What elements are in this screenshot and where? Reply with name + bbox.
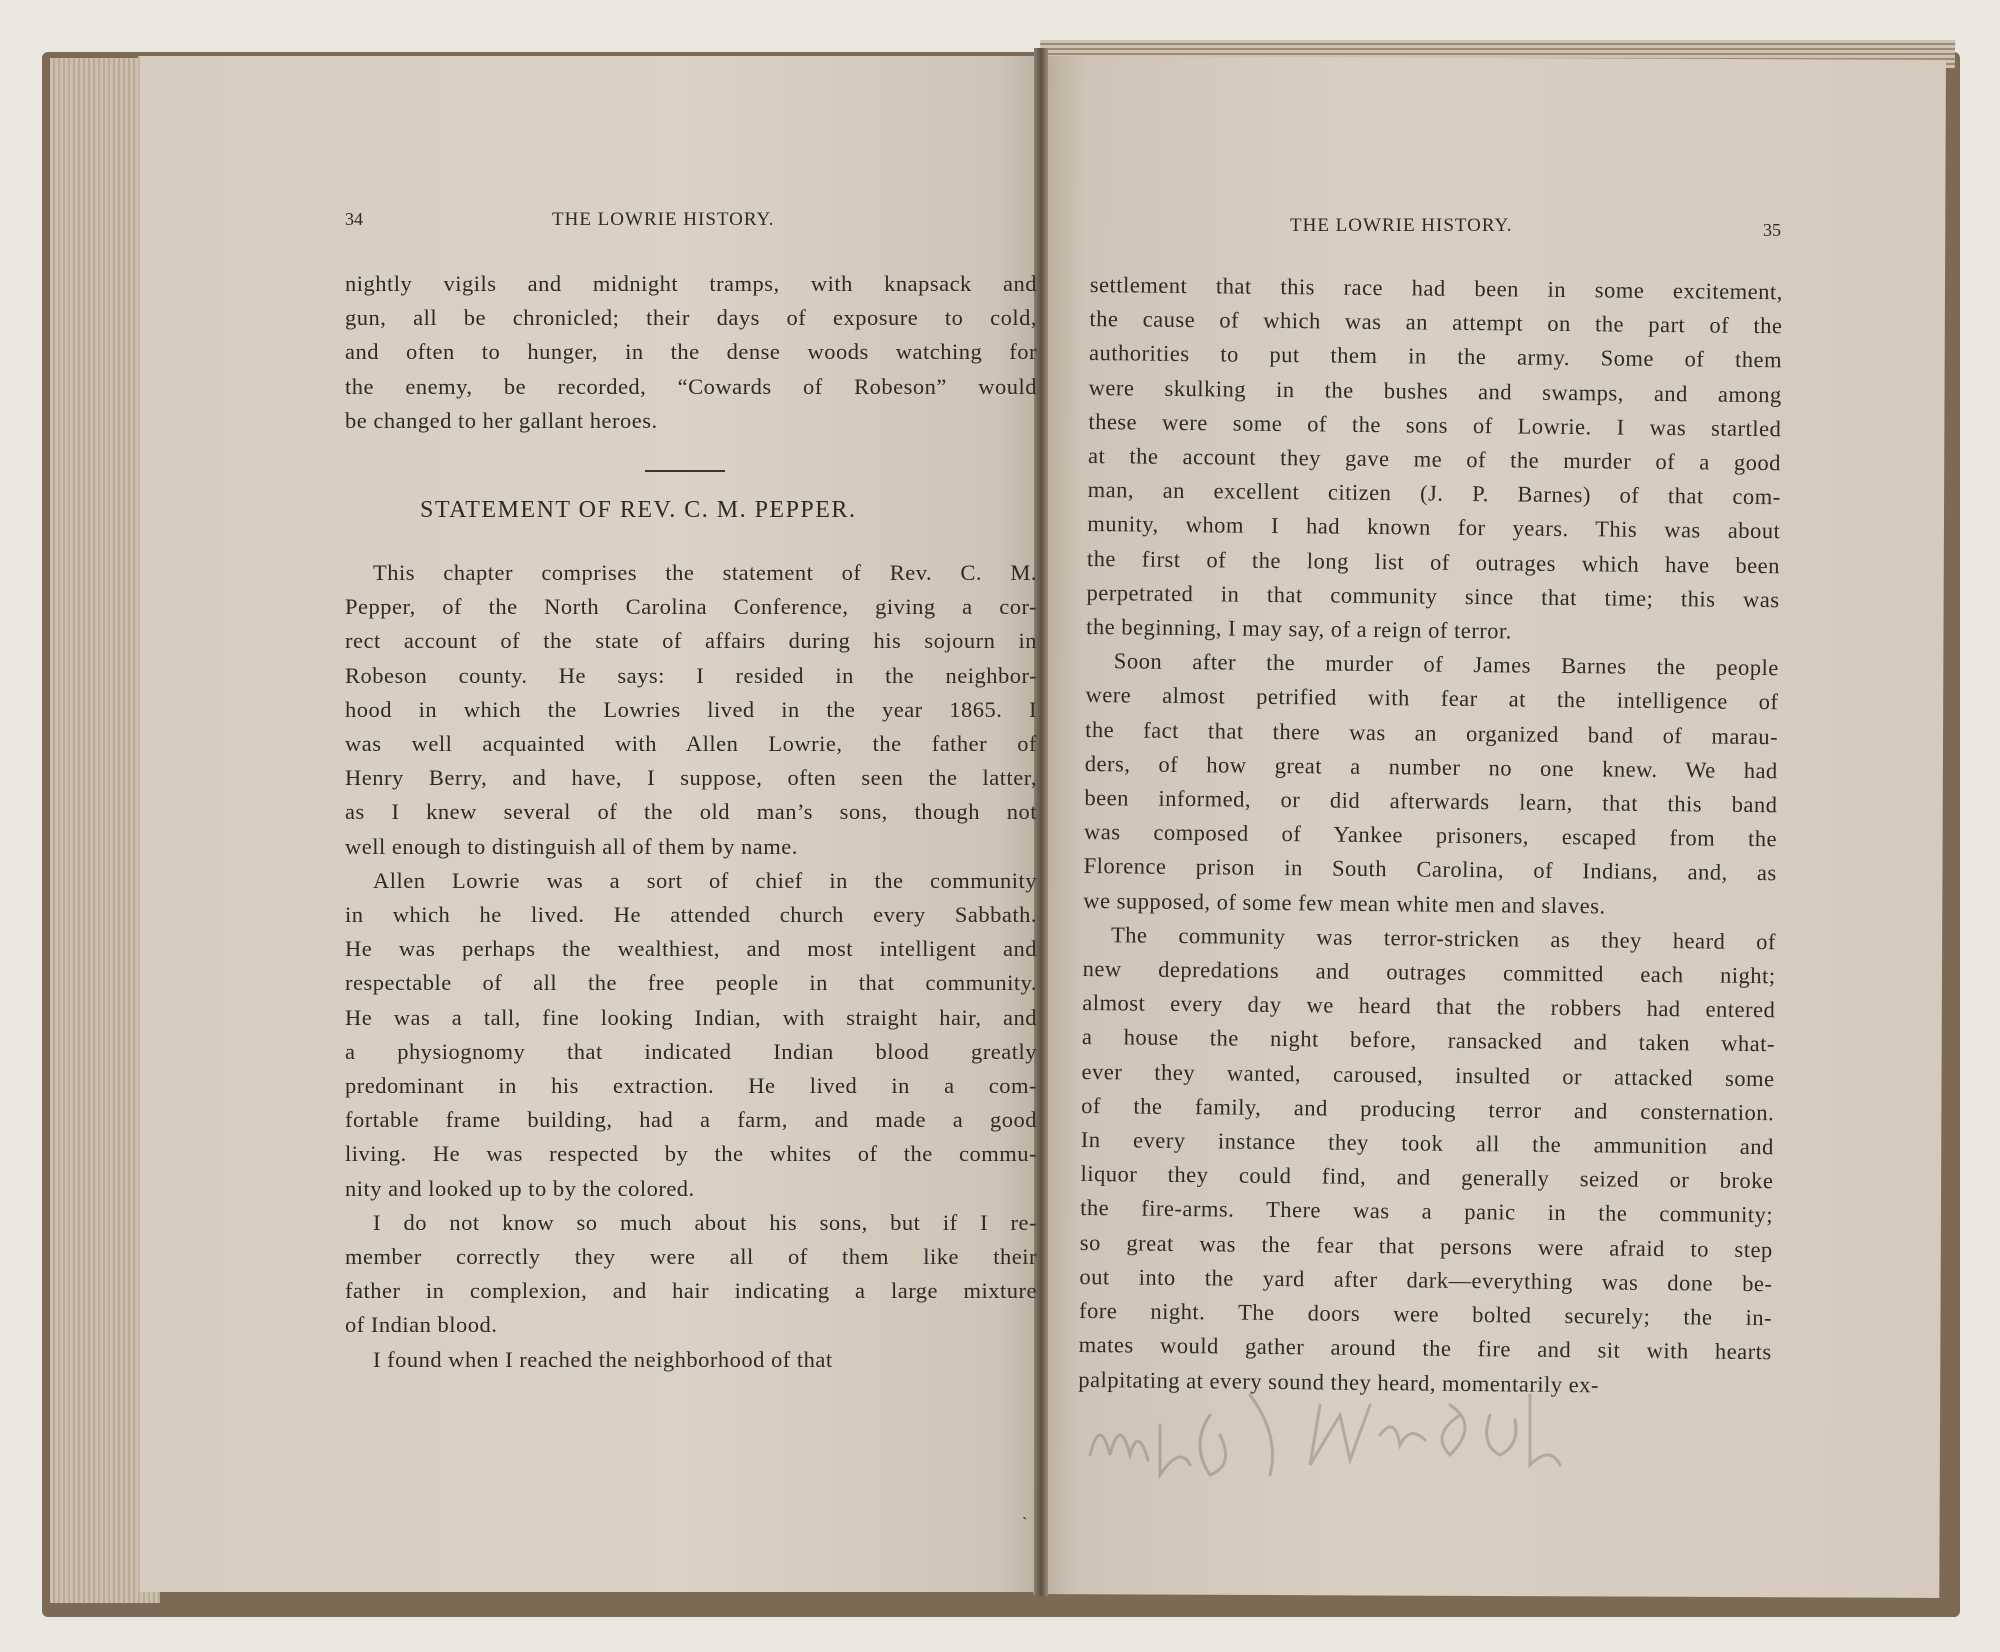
right-body-text — [1078, 268, 1783, 1404]
text-line: palpitating at every sound they heard, momentarily ex- — [1078, 1366, 1600, 1397]
text-line: I found when I reached the neighborhood of that — [373, 1346, 833, 1372]
text-line: perpetrated in that community since that time; this was — [1086, 579, 1780, 613]
text-line: fore night. The doors were bolted securely; the in- — [1078, 1298, 1773, 1331]
text-line: Henry Berry, and have, I suppose, often seen the latter, — [345, 765, 1037, 791]
text-line: Florence prison in South Carolina, of Indians, and, as — [1083, 853, 1777, 886]
left-folio: 34 — [345, 209, 363, 229]
stray-mark: ` — [1022, 1515, 1028, 1532]
text-line: rect account of the state of affairs during his sojourn in — [345, 628, 1037, 654]
text-line: a physiognomy that indicated Indian blood greatly — [345, 1038, 1037, 1064]
text-line: Pepper, of the North Carolina Conference, giving a cor- — [345, 594, 1037, 620]
right-folio: 35 — [1763, 220, 1781, 240]
text-line: Allen Lowrie was a sort of chief in the community — [373, 867, 1037, 893]
text-line: the first of the long list of outrages which have been — [1086, 545, 1781, 578]
text-line: He was perhaps the wealthiest, and most intelligent and — [345, 936, 1037, 962]
text-line: ders, of how great a number no one knew. We had — [1084, 750, 1778, 784]
text-line: of Indian blood. — [345, 1312, 498, 1338]
text-line: was composed of Yankee prisoners, escaped from the — [1083, 819, 1778, 852]
text-line: respectable of all the free people in that community. — [345, 970, 1037, 996]
text-line: well enough to distinguish all of them by name. — [345, 833, 798, 859]
text-line: a house the night before, ransacked and taken what- — [1081, 1024, 1776, 1057]
text-line: the fire-arms. There was a panic in the community; — [1080, 1195, 1774, 1228]
text-line: nity and looked up to by the colored. — [345, 1175, 695, 1201]
text-line: out into the yard after dark—everything was done be- — [1079, 1263, 1773, 1297]
text-line: been informed, or did afterwards learn, that this band — [1084, 785, 1778, 818]
text-line: new depredations and outrages committed each night; — [1082, 956, 1776, 989]
text-line: Soon after the murder of James Barnes the people — [1113, 648, 1779, 681]
text-line: these were some of the sons of Lowrie. I was startled — [1088, 408, 1782, 442]
text-line: of the family, and producing terror and consternation. — [1081, 1092, 1775, 1126]
text-line: nightly vigils and midnight tramps, with knapsack and — [345, 271, 1037, 296]
text-line: liquor they could find, and generally seized or broke — [1080, 1161, 1774, 1194]
left-body-text — [345, 556, 1037, 1377]
text-line: hood in which the Lowries lived in the year 1865. I — [345, 696, 1037, 722]
text-line: at the account they gave me of the murder of a good — [1087, 443, 1782, 476]
section-rule — [645, 470, 725, 472]
text-line: This chapter comprises the statement of Rev. C. M. — [373, 560, 1037, 585]
left-intro-paragraph — [345, 267, 1037, 438]
text-line: father in complexion, and hair indicating a large mixture — [345, 1278, 1037, 1304]
text-line: living. He was respected by the whites of the commu- — [345, 1141, 1037, 1167]
text-line: fortable frame building, had a farm, and made a good — [345, 1107, 1037, 1133]
text-line: in which he lived. He attended church every Sabbath. — [345, 902, 1037, 928]
text-line: so great was the fear that persons were afraid to step — [1079, 1229, 1773, 1262]
text-line: In every instance they took all the ammunition and — [1080, 1127, 1774, 1160]
text-line: ever they wanted, caroused, insulted or attacked some — [1081, 1058, 1775, 1091]
text-line: predominant in his extraction. He lived in a com- — [345, 1073, 1037, 1099]
text-line: was well acquainted with Allen Lowrie, the father of — [345, 731, 1037, 757]
text-line: were skulking in the bushes and swamps, and among — [1088, 374, 1782, 407]
text-line: mates would gather around the fire and sit with hearts — [1078, 1332, 1772, 1365]
text-line: settlement that this race had been in some excitement, — [1089, 271, 1783, 305]
text-line: man, an excellent citizen (J. P. Barnes) of that com- — [1087, 477, 1781, 510]
text-line: member correctly they were all of them like their — [345, 1244, 1037, 1270]
right-running-head: THE LOWRIE HISTORY. — [1290, 215, 1513, 236]
text-line: authorities to put them in the army. Some of them — [1088, 340, 1783, 373]
text-line: Robeson county. He says: I resided in the neighbor- — [345, 662, 1037, 688]
text-line: the beginning, I may say, of a reign of terror. — [1086, 614, 1513, 644]
text-line: He was a tall, fine looking Indian, with straight hair, and — [345, 1004, 1037, 1030]
text-line: the cause of which was an attempt on the part of the — [1089, 306, 1783, 339]
text-line: I do not know so much about his sons, but if I re- — [373, 1209, 1037, 1235]
section-heading: STATEMENT OF REV. C. M. PEPPER. — [420, 497, 857, 523]
handwritten-pencil-note — [1060, 1375, 1640, 1505]
text-line: the fact that there was an organized band of marau- — [1085, 716, 1779, 749]
left-running-head: THE LOWRIE HISTORY. — [552, 209, 775, 230]
text-line: the enemy, be recorded, “Cowards of Robeson” would — [345, 373, 1037, 399]
text-line: gun, all be chronicled; their days of exposure to cold, — [345, 305, 1037, 331]
text-line: The community was terror-stricken as they heard of — [1110, 922, 1777, 955]
text-line: be changed to her gallant heroes. — [345, 407, 658, 433]
text-line: and often to hunger, in the dense woods watching for — [345, 339, 1037, 365]
text-line: we supposed, of some few mean white men and slaves. — [1083, 887, 1606, 919]
text-line: as I knew several of the old man’s sons, though not — [345, 799, 1037, 825]
text-line: were almost petrified with fear at the intelligence of — [1085, 682, 1779, 715]
text-line: munity, whom I had known for years. This was about — [1087, 511, 1781, 544]
text-line: almost every day we heard that the robbers had entered — [1082, 990, 1776, 1023]
